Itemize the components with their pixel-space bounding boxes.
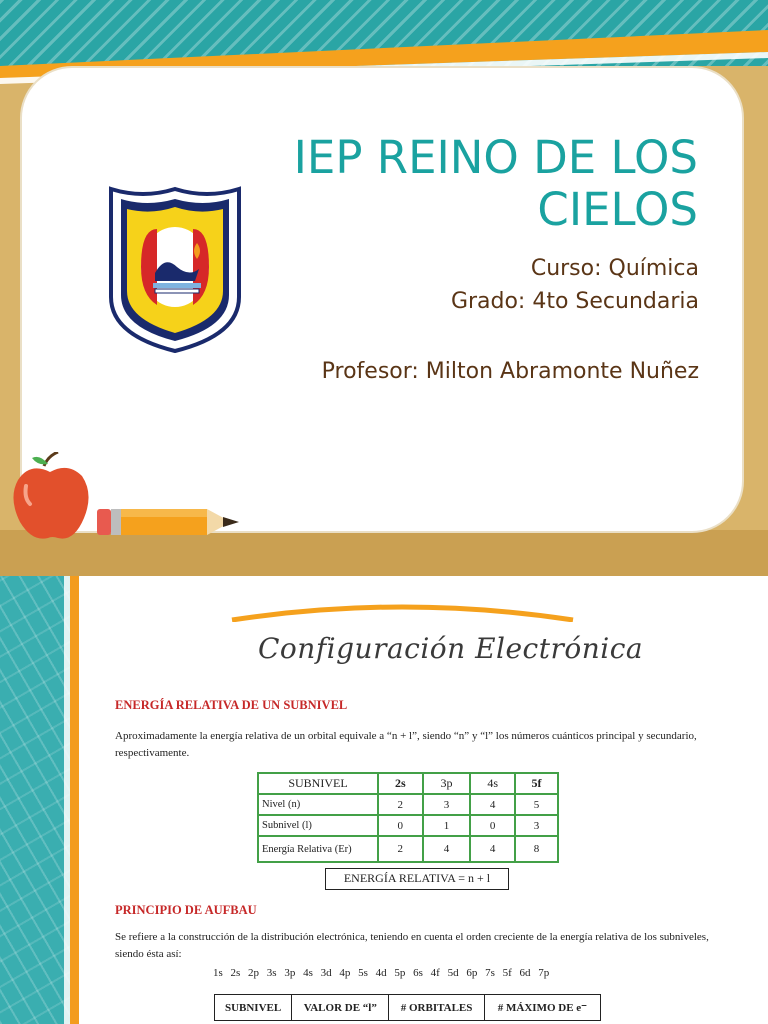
table-cell: 4 bbox=[470, 836, 515, 862]
table-cell: 2 bbox=[378, 794, 423, 815]
table-cell: VALOR DE “l” bbox=[292, 995, 389, 1021]
table-cell: 2s bbox=[378, 773, 423, 794]
apple-icon bbox=[8, 452, 92, 544]
table-cell: 1 bbox=[423, 815, 471, 836]
table-cell: # MÁXIMO DE e⁻ bbox=[484, 995, 600, 1021]
table-row bbox=[258, 836, 558, 862]
course-line: Curso: Química bbox=[530, 256, 699, 281]
table-cell: 4 bbox=[423, 836, 471, 862]
table-row bbox=[258, 794, 558, 815]
orbital-table bbox=[214, 994, 601, 1021]
subnivel-table bbox=[257, 772, 559, 863]
section-heading-relative-energy: ENERGÍA RELATIVA DE UN SUBNIVEL bbox=[115, 698, 348, 712]
table-cell: # ORBITALES bbox=[389, 995, 484, 1021]
table-cell: 5 bbox=[515, 794, 558, 815]
relative-energy-paragraph: Aproximadamente la energía relativa de un orbital equivale a “n + l”, siendo “n” y “l” los números cuánticos principal y secundario, respectivamente. bbox=[115, 730, 697, 759]
pencil-icon bbox=[97, 507, 243, 537]
document-page bbox=[0, 576, 768, 1024]
side-orange-strip bbox=[70, 576, 79, 1024]
school-title: IEP REINO DE LOS CIELOS bbox=[293, 131, 698, 236]
table-cell: 0 bbox=[378, 815, 423, 836]
table-cell: 3 bbox=[515, 815, 558, 836]
section-heading-aufbau: PRINCIPIO DE AUFBAU bbox=[115, 903, 257, 917]
teacher-line: Profesor: Milton Abramonte Nuñez bbox=[321, 359, 699, 384]
row-label: Energía Relativa (Er) bbox=[258, 836, 378, 862]
grade-line: Grado: 4to Secundaria bbox=[450, 289, 699, 314]
document-title: Configuración Electrónica bbox=[258, 632, 644, 665]
row-label: Nivel (n) bbox=[258, 794, 378, 815]
title-arc-decoration bbox=[230, 600, 575, 622]
table-cell: 3 bbox=[423, 794, 471, 815]
table-header-row bbox=[215, 995, 601, 1021]
table-cell: 8 bbox=[515, 836, 558, 862]
table-cell: 4s bbox=[470, 773, 515, 794]
relative-energy-formula: ENERGÍA RELATIVA = n + l bbox=[325, 868, 509, 890]
table-cell: 4 bbox=[470, 794, 515, 815]
table-cell: 5f bbox=[515, 773, 558, 794]
side-pattern-strip bbox=[0, 576, 70, 1024]
table-row bbox=[258, 815, 558, 836]
aufbau-sequence: 1s 2s 2p 3s 3p 4s 3d 4p 5s 4d 5p 6s 4f 5d 6p 7s 5f 6d 7p bbox=[213, 967, 550, 979]
table-cell: SUBNIVEL bbox=[215, 995, 292, 1021]
school-crest-icon bbox=[107, 185, 243, 355]
table-header-row bbox=[258, 773, 558, 794]
table-cell: SUBNIVEL bbox=[258, 773, 378, 794]
table-cell: 3p bbox=[423, 773, 471, 794]
table-cell: 0 bbox=[470, 815, 515, 836]
aufbau-paragraph: Se refiere a la construcción de la distribución electrónica, teniendo en cuenta el orden creciente de la energía relativa de los subniveles, siendo ésta así: bbox=[115, 931, 709, 960]
row-label: Subnivel (l) bbox=[258, 815, 378, 836]
table-cell: 2 bbox=[378, 836, 423, 862]
